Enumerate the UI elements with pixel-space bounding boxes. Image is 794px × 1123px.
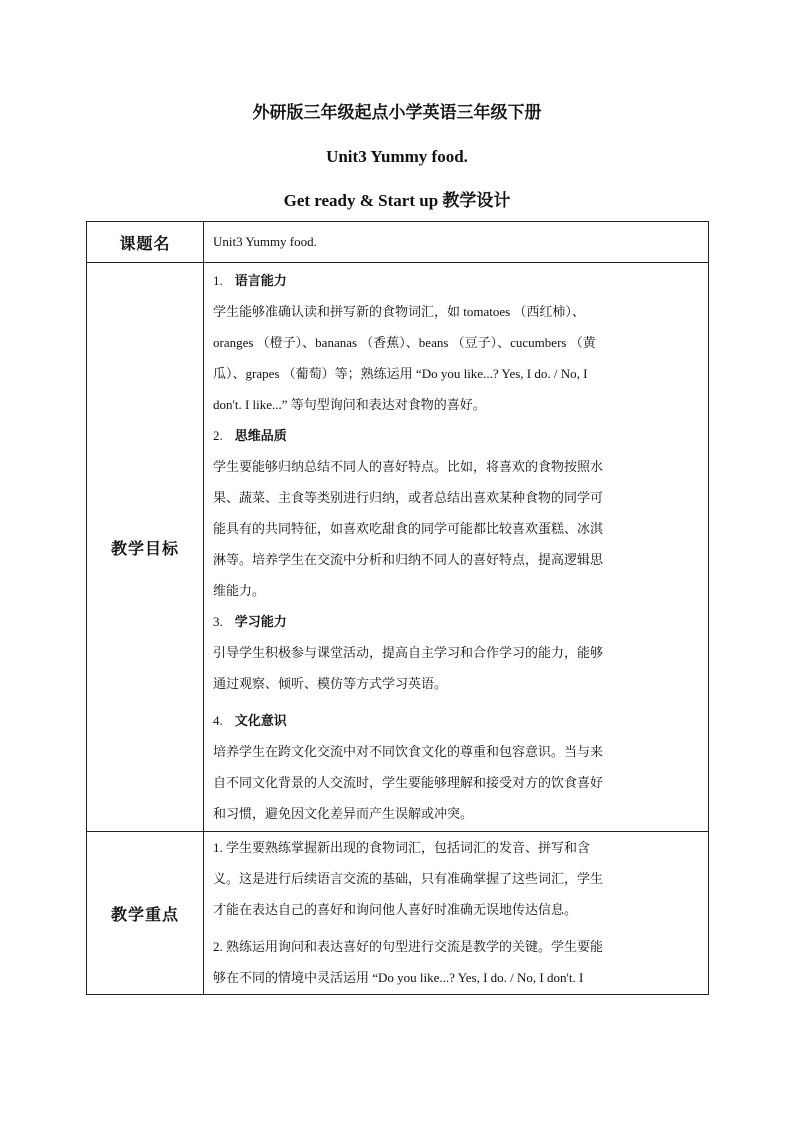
goal-line: 瓜）、grapes （葡萄）等；熟练运用 “Do you like...? Yes, I do. / No, I	[213, 366, 588, 381]
goal-line: 果、蔬菜、主食等类别进行归纳，或者总结出喜欢某种食物的同学可	[213, 490, 604, 505]
goal-section	[213, 265, 696, 420]
goal-section	[213, 606, 696, 699]
document-title: 外研版三年级起点小学英语三年级下册	[252, 103, 542, 122]
goal-line: oranges （橙子）、bananas （香蕉）、beans （豆子）、cucumbers （黄	[213, 335, 596, 350]
table-row-key-points	[87, 832, 709, 995]
goal-line: 能具有的共同特征，如喜欢吃甜食的同学可能都比较喜欢蛋糕、冰淇	[213, 521, 604, 536]
goal-section	[213, 705, 696, 829]
key-paragraph	[213, 931, 696, 993]
goal-line: 维能力。	[213, 583, 266, 598]
lesson-plan-table	[86, 221, 709, 995]
topic-label: 课题名	[87, 222, 204, 263]
goals-content	[204, 263, 709, 832]
goal-heading: 4. 文化意识	[213, 713, 287, 728]
goal-line: 和习惯，避免因文化差异而产生误解或冲突。	[213, 806, 474, 821]
key-line: 义。这是进行后续语言交流的基础，只有准确掌握了这些词汇，学生	[213, 871, 604, 886]
key-line: 1. 学生要熟练掌握新出现的食物词汇，包括词汇的发音、拼写和含	[213, 840, 591, 855]
lesson-title: Get ready & Start up 教学设计	[283, 191, 511, 210]
table-row-goals	[87, 263, 709, 832]
goal-heading: 2. 思维品质	[213, 428, 287, 443]
unit-title: Unit3 Yummy food.	[326, 147, 468, 166]
key-points-content	[204, 832, 709, 995]
key-line: 2. 熟练运用询问和表达喜好的句型进行交流是教学的关键。学生要能	[213, 939, 604, 954]
goal-heading: 1. 语言能力	[213, 273, 287, 288]
goal-line: 淋等。培养学生在交流中分析和归纳不同人的喜好特点，提高逻辑思	[213, 552, 604, 567]
goals-label: 教学目标	[87, 263, 204, 832]
key-points-label: 教学重点	[87, 832, 204, 995]
key-line: 才能在表达自己的喜好和询问他人喜好时准确无误地传达信息。	[213, 902, 578, 917]
document-header	[0, 103, 794, 235]
key-paragraph	[213, 832, 696, 925]
goal-line: don't. I like...” 等句型询问和表达对食物的喜好。	[213, 397, 486, 412]
goal-line: 学生能够准确认读和拼写新的食物词汇，如 tomatoes （西红柿）、	[213, 304, 585, 319]
goal-heading: 3. 学习能力	[213, 614, 287, 629]
goal-line: 通过观察、倾听、模仿等方式学习英语。	[213, 676, 448, 691]
goal-section	[213, 420, 696, 606]
goal-line: 学生要能够归纳总结不同人的喜好特点。比如，将喜欢的食物按照水	[213, 459, 604, 474]
key-line: 够在不同的情境中灵活运用 “Do you like...? Yes, I do. / No, I don't. I	[213, 970, 584, 985]
goal-line: 引导学生积极参与课堂活动，提高自主学习和合作学习的能力，能够	[213, 645, 604, 660]
topic-value: Unit3 Yummy food.	[204, 222, 709, 263]
table-row-topic	[87, 222, 709, 263]
goal-line: 自不同文化背景的人交流时，学生要能够理解和接受对方的饮食喜好	[213, 775, 604, 790]
goal-line: 培养学生在跨文化交流中对不同饮食文化的尊重和包容意识。当与来	[213, 744, 604, 759]
